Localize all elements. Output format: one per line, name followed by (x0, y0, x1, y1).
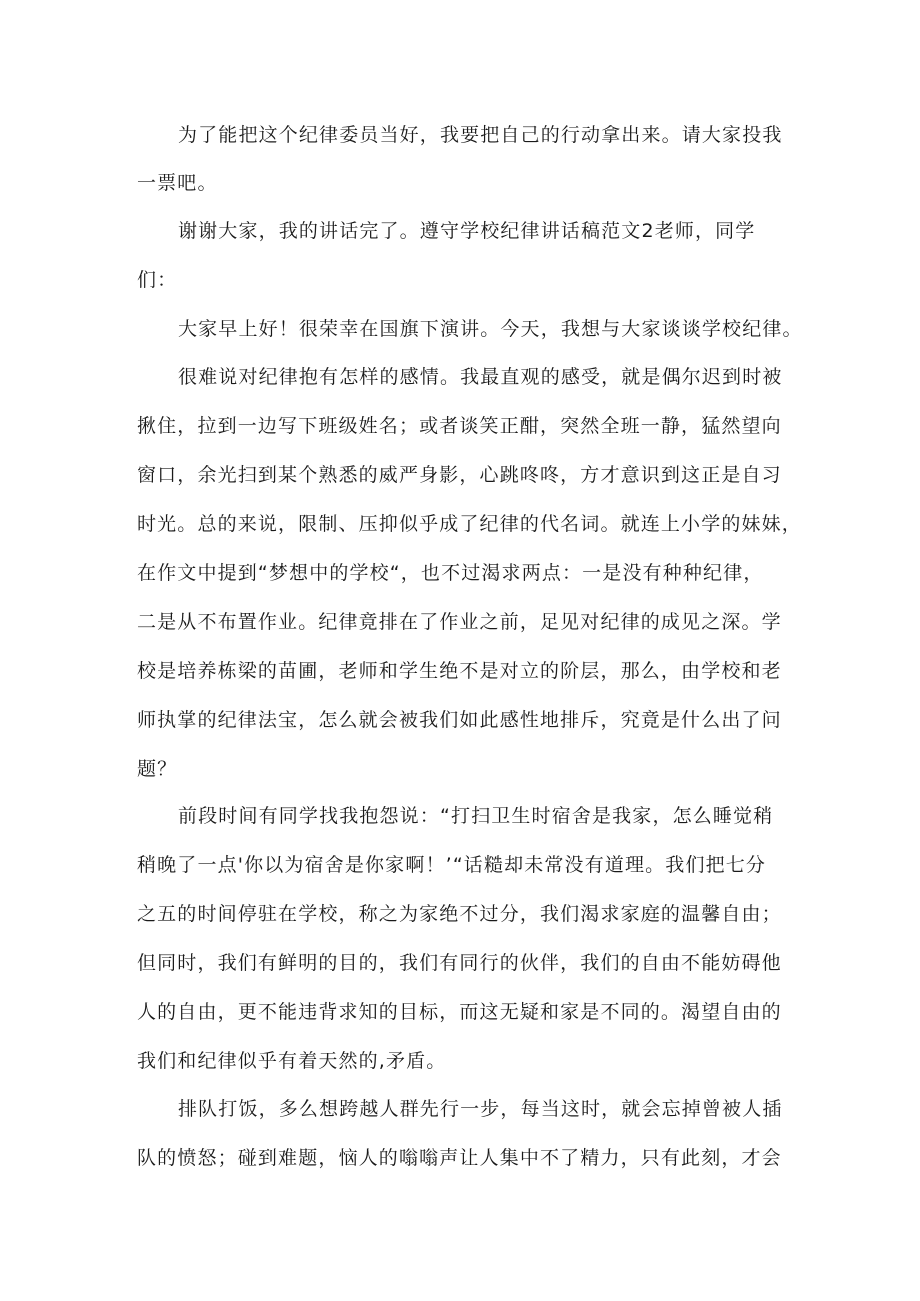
paragraph-4-line-9: 题？ (137, 758, 178, 780)
paragraph-4-line-2: 揪住，拉到一边写下班级姓名；或者谈笑正酣，突然全班一静，猛然望向 (137, 415, 782, 437)
paragraph-5-line-5: 人的自由，更不能违背求知的目标，而这无疑和家是不同的。渴望自由的 (137, 1001, 782, 1023)
paragraph-5-line-6: 我们和纪律似乎有着天然的,矛盾。 (137, 1050, 447, 1072)
paragraph-4-line-5: 在作文中提到“梦想中的学校“，也不过渴求两点：一是没有种种纪律， (137, 562, 764, 584)
paragraph-3-line-1: 大家早上好！很荣幸在国旗下演讲。今天，我想与大家谈谈学校纪律。 (178, 318, 803, 340)
paragraph-5-line-3: 之五的时间停驻在学校，称之为家绝不过分，我们渴求家庭的温馨自由； (137, 903, 782, 925)
paragraph-5-line-4: 但同时，我们有鲜明的目的，我们有同行的伙伴，我们的自由不能妨碍他 (137, 952, 782, 974)
paragraph-4-line-6: 二是从不布置作业。纪律竟排在了作业之前，足见对纪律的成见之深。学 (137, 611, 782, 633)
paragraph-6-line-1: 排队打饭，多么想跨越人群先行一步，每当这时，就会忘掉曾被人插 (178, 1098, 783, 1120)
paragraph-2-line-1: 谢谢大家，我的讲话完了。遵守学校纪律讲话稿范文2老师，同学 (178, 220, 756, 242)
paragraph-6-line-2: 队的愤怒；碰到难题，恼人的嗡嗡声让人集中不了精力，只有此刻，才会 (137, 1147, 782, 1169)
paragraph-4-line-4: 时光。总的来说，限制、压抑似乎成了纪律的代名词。就连上小学的妹妹， (137, 513, 802, 535)
paragraph-2-line-2: 们： (137, 269, 178, 291)
paragraph-5-line-2: 稍晚了一点'你以为宿舍是你家啊！’“话糙却未常没有道理。我们把七分 (137, 854, 767, 876)
paragraph-4-line-1: 很难说对纪律抱有怎样的感情。我最直观的感受，就是偶尔迟到时被 (178, 366, 783, 388)
paragraph-1-line-2: 一票吧。 (137, 172, 218, 194)
paragraph-5-line-1: 前段时间有同学找我抱怨说：“打扫卫生时宿舍是我家，怎么睡觉稍 (178, 805, 774, 827)
paragraph-4-line-7: 校是培养栋梁的苗圃，老师和学生绝不是对立的阶层，那么，由学校和老 (137, 660, 782, 682)
paragraph-4-line-8: 师执掌的纪律法宝，怎么就会被我们如此感性地排斥，究竟是什么出了问 (137, 709, 782, 731)
paragraph-1-line-1: 为了能把这个纪律委员当好，我要把自己的行动拿出来。请大家投我 (178, 124, 783, 146)
paragraph-4-line-3: 窗口，余光扫到某个熟悉的威严身影，心跳咚咚，方才意识到这正是自习 (137, 464, 782, 486)
